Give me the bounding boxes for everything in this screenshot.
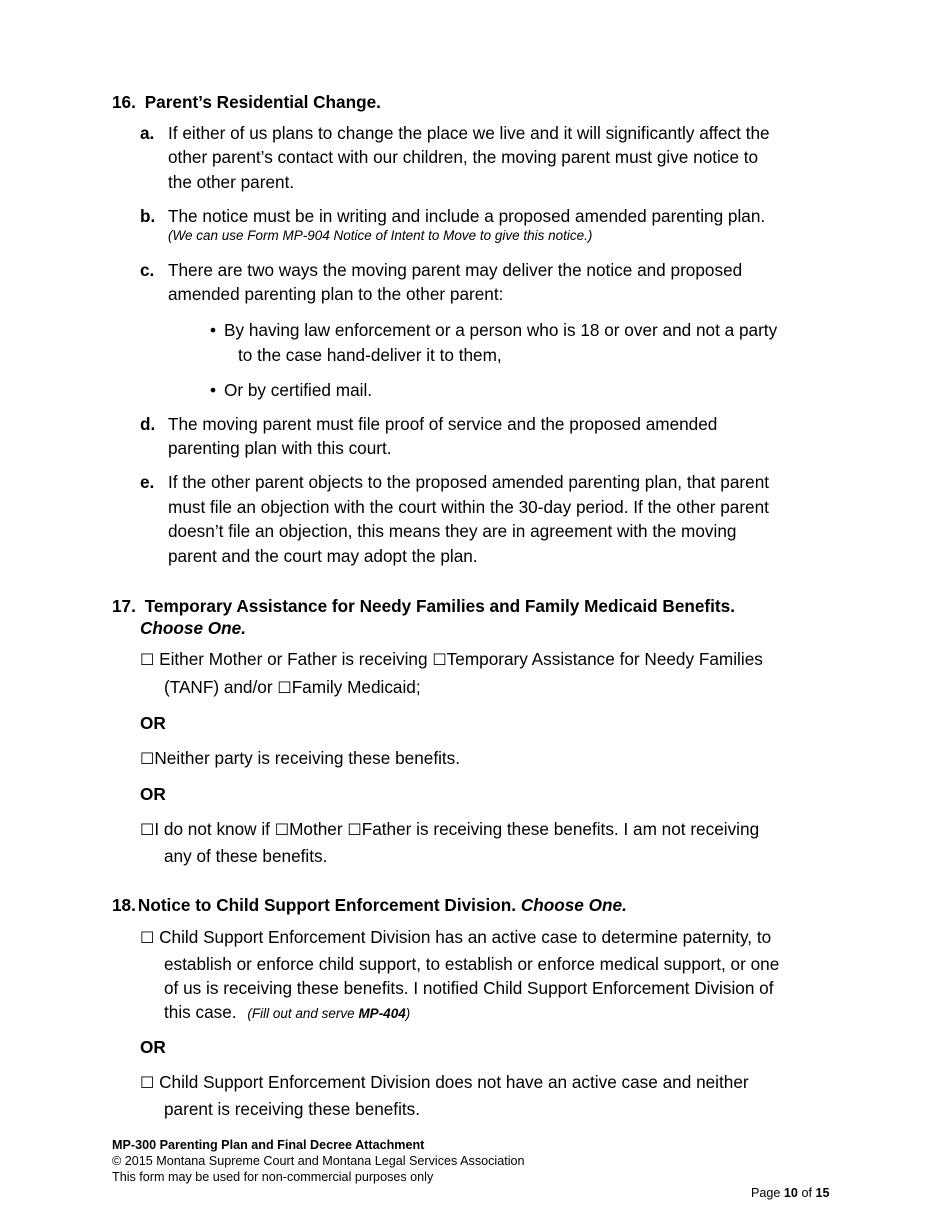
page-number	[751, 1185, 829, 1201]
csed-option-1-line-2: establish or enforce child support, to establish or enforce medical support, or one	[164, 954, 780, 974]
checkbox-mother[interactable]: ☐	[274, 820, 290, 839]
item-e-line-2: must file an objection with the court within the 30-day period. If the other parent	[168, 497, 769, 517]
bullet-2-text: Or by certified mail.	[224, 380, 373, 400]
csed-option-2-text-1: Child Support Enforcement Division does not have an active case and neither	[159, 1072, 749, 1092]
or-divider-18: OR	[140, 1037, 166, 1057]
checkbox-either-parent-receiving[interactable]: ☐	[140, 650, 155, 669]
tanf-option-1-text-c: (TANF) and/or	[164, 677, 273, 697]
section-16-number: 16.	[112, 92, 136, 112]
section-18-heading	[112, 893, 627, 917]
tanf-option-1-line-2	[164, 675, 421, 700]
tanf-option-3-text-c: Father is receiving these benefits. I am not receiving	[361, 819, 760, 839]
footer-copyright: © 2015 Montana Supreme Court and Montana Legal Services Association	[112, 1154, 525, 1168]
csed-option-2-line-2: parent is receiving these benefits.	[164, 1099, 421, 1119]
item-a-label: a.	[140, 123, 155, 143]
item-e-line-3: doesn’t file an objection, this means they are in agreement with the moving	[168, 521, 737, 541]
footer-form-title: MP-300 Parenting Plan and Final Decree Attachment	[112, 1138, 425, 1152]
item-b-note: (We can use Form MP-904 Notice of Intent to Move to give this notice.)	[168, 228, 593, 243]
tanf-option-1-text-a: Either Mother or Father is receiving	[159, 649, 428, 669]
item-b-label: b.	[140, 206, 156, 226]
section-18-title: Notice to Child Support Enforcement Division.	[137, 895, 517, 915]
item-c-line-2: amended parenting plan to the other parent:	[168, 284, 504, 304]
item-a-line-2: other parent’s contact with our children, the moving parent must give notice to	[168, 147, 759, 167]
checkbox-csed-active-case[interactable]: ☐	[140, 928, 155, 947]
section-16-heading	[112, 90, 381, 114]
page-of: of	[801, 1186, 812, 1200]
bullet-1-line-2: to the case hand-deliver it to them,	[238, 345, 502, 365]
item-c-line-1: There are two ways the moving parent may deliver the notice and proposed	[168, 260, 743, 280]
page-label: Page	[751, 1186, 781, 1200]
tanf-option-1-text-b: Temporary Assistance for Needy Families	[446, 649, 763, 669]
tanf-option-1-text-d: Family Medicaid;	[291, 677, 421, 697]
tanf-option-2-text: Neither party is receiving these benefits.	[154, 748, 461, 768]
csed-option-1-text-1: Child Support Enforcement Division has an active case to determine paternity, to	[159, 927, 772, 947]
csed-option-2-line-1	[140, 1070, 749, 1095]
bullet-1-line-1: By having law enforcement or a person who is 18 or over and not a party	[224, 320, 778, 340]
checkbox-do-not-know[interactable]: ☐	[140, 820, 155, 839]
tanf-option-3-text-a: I do not know if	[154, 819, 270, 839]
section-17-number: 17.	[112, 596, 136, 616]
item-e-line-1: If the other parent objects to the proposed amended parenting plan, that parent	[168, 472, 770, 492]
bullet-1: •	[210, 320, 217, 340]
section-17-heading	[112, 594, 735, 618]
mp-404-note-pre: (Fill out and serve	[247, 1006, 359, 1021]
item-c-label: c.	[140, 260, 155, 280]
item-e-label: e.	[140, 472, 155, 492]
bullet-2: •	[210, 380, 217, 400]
checkbox-family-medicaid[interactable]: ☐	[277, 678, 292, 697]
item-e-line-4: parent and the court may adopt the plan.	[168, 546, 478, 566]
section-17-title: Temporary Assistance for Needy Families and Family Medicaid Benefits.	[144, 596, 735, 616]
mp-404-form-ref: MP-404	[358, 1006, 406, 1021]
item-a-line-3: the other parent.	[168, 172, 295, 192]
mp-404-note-post: )	[405, 1006, 411, 1021]
checkbox-neither-party-receiving[interactable]: ☐	[140, 749, 155, 768]
csed-option-1-line-4	[164, 1000, 410, 1026]
item-d-line-1: The moving parent must file proof of service and the proposed amended	[168, 414, 718, 434]
item-d-line-2: parenting plan with this court.	[168, 438, 392, 458]
page-total: 15	[815, 1186, 830, 1200]
section-18-choose-one: Choose One.	[520, 895, 627, 915]
item-d-label: d.	[140, 414, 156, 434]
section-18-number: 18.	[112, 895, 136, 915]
checkbox-csed-no-active-case[interactable]: ☐	[140, 1073, 155, 1092]
tanf-option-3-text-b: Mother	[289, 819, 343, 839]
or-divider-17-2: OR	[140, 784, 166, 804]
section-16-title: Parent’s Residential Change.	[144, 92, 381, 112]
or-divider-17-1: OR	[140, 713, 166, 733]
tanf-option-3-line-2: any of these benefits.	[164, 846, 328, 866]
item-a-line-1: If either of us plans to change the place we live and it will significantly affect the	[168, 123, 770, 143]
checkbox-father[interactable]: ☐	[347, 820, 362, 839]
csed-option-1-line-1	[140, 925, 771, 950]
tanf-option-2	[140, 746, 460, 771]
tanf-option-3-line-1	[140, 817, 759, 842]
csed-option-1-text-4: this case.	[164, 1002, 237, 1022]
mp-404-note	[247, 1006, 410, 1021]
section-17-choose-one: Choose One.	[140, 618, 247, 638]
tanf-option-1-line-1	[140, 647, 763, 672]
footer-usage: This form may be used for non-commercial purposes only	[112, 1170, 434, 1184]
item-b-line-1: The notice must be in writing and include a proposed amended parenting plan.	[168, 206, 766, 226]
checkbox-tanf[interactable]: ☐	[432, 650, 447, 669]
page-current: 10	[783, 1186, 798, 1200]
csed-option-1-line-3: of us is receiving these benefits. I notified Child Support Enforcement Division of	[164, 978, 774, 998]
